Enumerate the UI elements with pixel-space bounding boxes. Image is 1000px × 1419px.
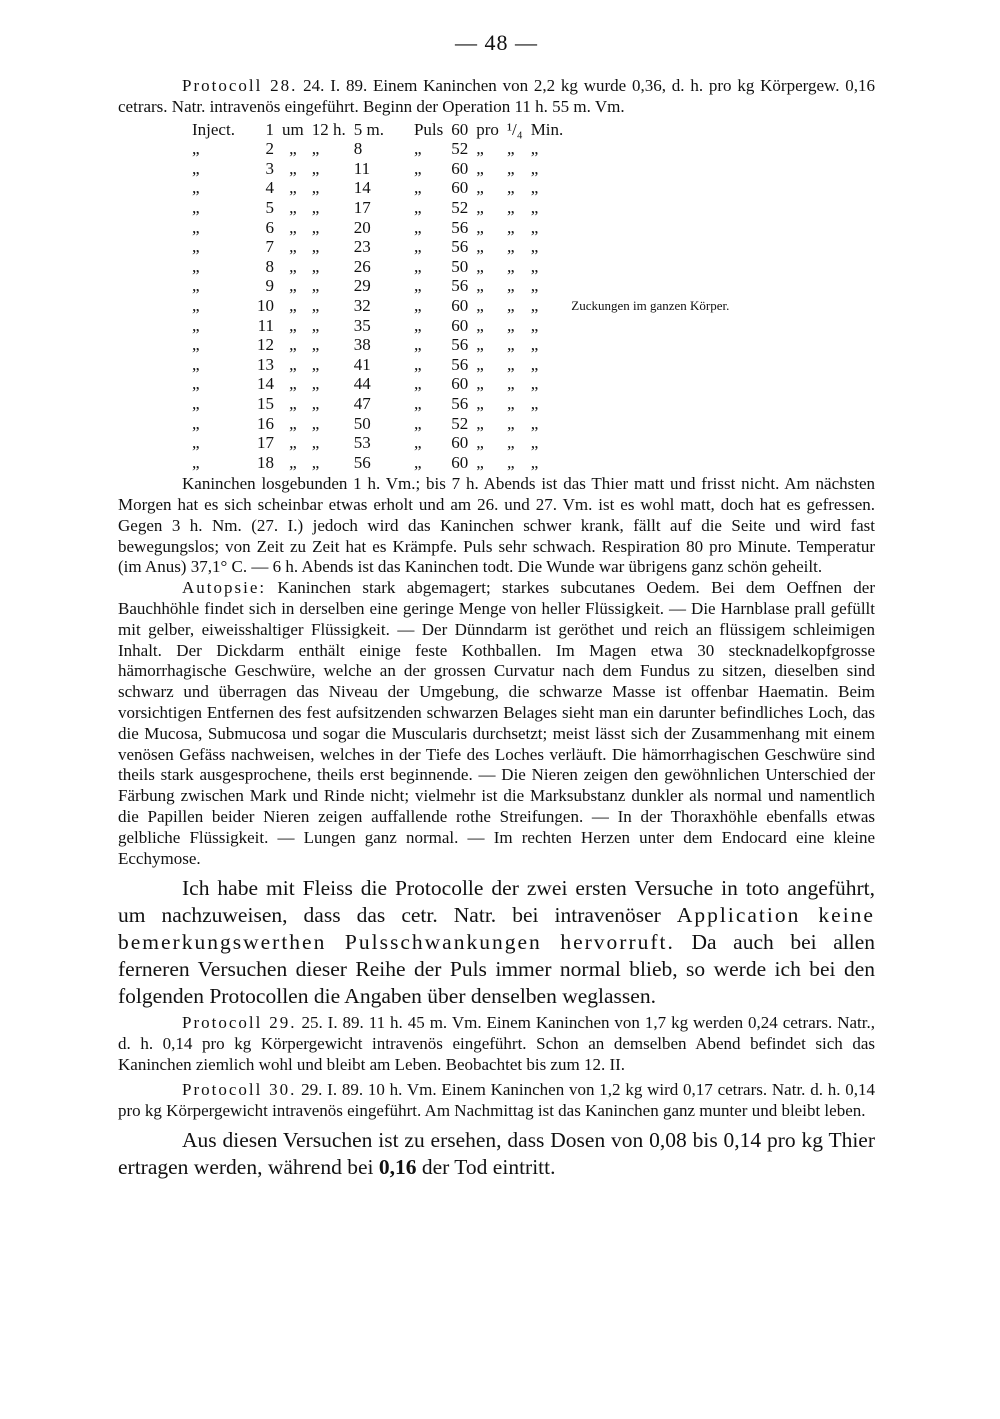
injection-row [188, 374, 733, 394]
injection-row [188, 178, 733, 198]
ditto-mark: „ [476, 393, 484, 413]
ditto-mark: „ [530, 335, 539, 355]
ditto-mark: „ [192, 295, 200, 315]
ditto-mark: „ [289, 237, 297, 257]
ditto-mark: „ [476, 452, 484, 472]
summary-paragraph-2 [118, 1127, 875, 1181]
inject-label: Inject. [192, 119, 235, 139]
ditto-mark: „ [413, 354, 422, 374]
protocol-28-paragraph [118, 76, 875, 118]
ditto-mark: „ [192, 393, 200, 413]
ditto-mark: „ [192, 413, 200, 433]
ditto-mark: „ [506, 217, 515, 237]
pulse-value: 56 [451, 354, 469, 374]
ditto-mark: „ [413, 335, 422, 355]
injection-row [188, 237, 733, 257]
ditto-mark: „ [192, 354, 200, 374]
ditto-mark: „ [289, 393, 297, 413]
ditto-mark: „ [476, 335, 484, 355]
ditto-mark: „ [476, 237, 484, 257]
ditto-mark: „ [311, 335, 320, 355]
ditto-mark: „ [506, 256, 515, 276]
injection-number: 9 [265, 276, 274, 296]
ditto-mark: „ [413, 315, 422, 335]
pulse-value: 56 [451, 237, 469, 257]
ditto-mark: „ [311, 295, 320, 315]
summary-2-bold-dose: 0,16 [378, 1155, 417, 1180]
injection-number: 3 [265, 158, 274, 178]
inject-number: 1 [265, 119, 274, 139]
minute-value: 50 [353, 413, 371, 433]
ditto-mark: „ [476, 315, 484, 335]
protocol-29-text: 25. I. 89. 11 h. 45 m. Vm. Einem Kaninchen von 1,7 kg werden 0,24 cetrars. Natr., d. h. 0,14 pro kg Körpergewicht intravenös eingeführt. Schon an demselben Abend befindet sich das Kaninchen ziemlich wohl und bleibt am Leben. Beobachtet bis zum 12. II. [118, 1013, 875, 1074]
injection-row [188, 453, 733, 473]
ditto-mark: „ [311, 354, 320, 374]
ditto-mark: „ [476, 413, 484, 433]
ditto-mark: „ [289, 256, 297, 276]
autopsie-text: Kaninchen stark abgemagert; starkes subcutanes Oedem. Bei dem Oeffnen der Bauchhöhle findet sich in derselben eine geringe Menge von heller Flüssigkeit. — Die Harnblase prall gefüllt mit gelber, eiweisshaltiger Flüssigkeit. — Der Dünndarm ist geröthet und reich an flüssigem schleimigen Inhalt. Der Dickdarm enthält einige feste Kothballen. Im Magen etwa 30 stecknadelkopfgrosse hämorrhagische Geschwüre, welche an der grossen Curvatur nach dem Fundus zu sitzen, dieselben sind schwarz und überragen das Niveau der Umgebung, die schwarze Masse ist offenbar Haematin. Beim vorsichtigen Entfernen des fest aufsitzenden schwarzen Belages sieht man ein darunter befindliches Loch, das die Mucosa, Submucosa und sogar die Muscularis durchsetzt; meist lässt sich der Zusammenhang mit einem venösen Gefäss nachweisen, welches in der Tiefe des Loches verläuft. Die hämorrhagischen Geschwüre sind theils stark ausgesprochene, theils erst beginnende. — Die Nieren zeigen den gewöhnlichen Unterschied der Färbung zwischen Mark und Rinde nicht; vielmehr ist die Marksubstanz dunkler als normal und namentlich die Papillen beider Nieren zeigen auffallende rothe Streifungen. — In der Thoraxhöhle ebenfalls etwas gelbliche Flüssigkeit. — Lungen ganz normal. — Im rechten Herzen unter dem Endocard eine kleine Ecchymose. [118, 578, 875, 868]
ditto-mark: „ [506, 276, 515, 296]
ditto-mark: „ [530, 354, 539, 374]
pulse-value: 60 [451, 178, 469, 198]
injection-number: 13 [257, 354, 274, 374]
ditto-mark: „ [413, 237, 422, 257]
ditto-mark: „ [476, 374, 484, 394]
autopsie-paragraph [118, 578, 875, 869]
pulse-value: 50 [451, 256, 469, 276]
protocol-28-heading: Protocoll 28. [182, 76, 298, 95]
ditto-mark: „ [413, 452, 422, 472]
ditto-mark: „ [506, 237, 515, 257]
ditto-mark: „ [311, 158, 320, 178]
ditto-mark: „ [413, 433, 422, 453]
pulse-value: 60 [451, 158, 469, 178]
ditto-mark: „ [311, 256, 320, 276]
um-label: um [282, 119, 304, 139]
protocol-30-paragraph [118, 1080, 875, 1122]
hour-label: 12 h. [311, 119, 346, 139]
minute-value: 26 [353, 256, 371, 276]
ditto-mark: „ [530, 413, 539, 433]
summary-2-text-a: Aus diesen Versuchen ist zu ersehen, dass Dosen von 0,08 bis 0,14 pro kg Thier ertragen werden, während bei [118, 1128, 875, 1180]
ditto-mark: „ [311, 452, 320, 472]
ditto-mark: „ [413, 217, 422, 237]
injection-row [188, 433, 733, 453]
ditto-mark: „ [530, 158, 539, 178]
injection-number: 10 [257, 295, 274, 315]
ditto-mark: „ [192, 276, 200, 296]
ditto-mark: „ [192, 452, 200, 472]
ditto-mark: „ [476, 197, 484, 217]
pulse-value: 60 [451, 374, 469, 394]
protocol-29-heading: Protocoll 29. [182, 1013, 297, 1033]
document-page [118, 30, 875, 1181]
ditto-mark: „ [413, 276, 422, 296]
pulse-value: 56 [451, 335, 469, 355]
ditto-mark: „ [289, 452, 297, 472]
ditto-mark: „ [289, 413, 297, 433]
ditto-mark: „ [530, 452, 539, 472]
ditto-mark: „ [289, 197, 297, 217]
injection-row [188, 139, 733, 159]
ditto-mark: „ [530, 374, 539, 394]
ditto-mark: „ [476, 276, 484, 296]
ditto-mark: „ [192, 374, 200, 394]
ditto-mark: „ [506, 158, 515, 178]
ditto-mark: „ [506, 393, 515, 413]
row-note: Zuckungen im ganzen Körper. [571, 297, 730, 313]
pulse-value: 52 [451, 139, 469, 159]
ditto-mark: „ [530, 295, 539, 315]
minute-value: 20 [353, 217, 371, 237]
injection-row [188, 159, 733, 179]
minute-value: 32 [353, 295, 371, 315]
fraction-label: ¹/₄ [506, 119, 523, 139]
injection-number: 5 [265, 197, 274, 217]
ditto-mark: „ [192, 256, 200, 276]
ditto-mark: „ [530, 217, 539, 237]
ditto-mark: „ [289, 178, 297, 198]
ditto-mark: „ [530, 178, 539, 198]
ditto-mark: „ [530, 393, 539, 413]
minute-value: 14 [353, 178, 371, 198]
ditto-mark: „ [413, 413, 422, 433]
protocol-30-heading: Protocoll 30. [182, 1079, 297, 1099]
ditto-mark: „ [311, 276, 320, 296]
ditto-mark: „ [413, 374, 422, 394]
minute-value: 41 [353, 354, 371, 374]
ditto-mark: „ [311, 413, 320, 433]
protocol-30-text: 29. I. 89. 10 h. Vm. Einem Kaninchen von 1,2 kg wird 0,17 cetrars. Natr. d. h. 0,14 pro kg Körpergewicht intravenös eingeführt. Am Nachmittag ist das Kaninchen ganz munter und bleibt leben. [118, 1079, 876, 1120]
pulse-value: 60 [451, 119, 469, 139]
injection-number: 11 [257, 315, 274, 335]
ditto-mark: „ [413, 178, 422, 198]
post-table-paragraph [118, 474, 875, 578]
minute-value: 38 [353, 335, 371, 355]
pulse-value: 60 [451, 315, 469, 335]
ditto-mark: „ [506, 413, 515, 433]
injection-row [188, 276, 733, 296]
ditto-mark: „ [506, 315, 515, 335]
injection-row [188, 335, 733, 355]
ditto-mark: „ [413, 197, 422, 217]
pulse-value: 52 [451, 197, 469, 217]
summary-1-emphasis: Application keine bemerkungswerthen Pulsschwankungen hervorruft. [118, 903, 875, 955]
injection-number: 4 [265, 178, 274, 198]
minute-value: 8 [353, 139, 363, 159]
pro-label: pro [476, 119, 499, 139]
minute-value: 56 [353, 452, 371, 472]
pulse-value: 56 [451, 276, 469, 296]
summary-1-text-a: Ich habe mit Fleiss die Protocolle der zwei ersten Versuche in toto angeführt, um nachzuweisen, dass das cetr. Natr. bei intravenöser [118, 876, 875, 928]
ditto-mark: „ [413, 256, 422, 276]
page-number: — 48 — [455, 30, 538, 55]
minute-value: 29 [353, 276, 371, 296]
minute-value: 23 [353, 237, 371, 257]
ditto-mark: „ [413, 295, 422, 315]
ditto-mark: „ [506, 354, 515, 374]
pulse-value: 56 [451, 393, 469, 413]
ditto-mark: „ [289, 295, 297, 315]
ditto-mark: „ [506, 433, 515, 453]
injection-table-header-row [188, 120, 733, 140]
ditto-mark: „ [476, 217, 484, 237]
ditto-mark: „ [530, 237, 539, 257]
ditto-mark: „ [506, 335, 515, 355]
ditto-mark: „ [192, 315, 200, 335]
ditto-mark: „ [506, 452, 515, 472]
pulse-value: 60 [451, 433, 469, 453]
ditto-mark: „ [506, 178, 515, 198]
ditto-mark: „ [311, 139, 320, 159]
injection-row [188, 316, 733, 336]
ditto-mark: „ [530, 433, 539, 453]
ditto-mark: „ [289, 354, 297, 374]
injection-row [188, 355, 733, 375]
injection-number: 16 [257, 413, 274, 433]
protocol-28-text: 24. I. 89. Einem Kaninchen von 2,2 kg wurde 0,36, d. h. pro kg Körpergew. 0,16 cetrars. Natr. intravenös eingeführt. Beginn der Operation 11 h. 55 m. Vm. [118, 76, 875, 116]
pulse-value: 60 [451, 452, 469, 472]
ditto-mark: „ [289, 217, 297, 237]
injection-row [188, 218, 733, 238]
minute-value: 17 [353, 197, 371, 217]
pulse-value: 60 [451, 295, 469, 315]
minute-label: 5 m. [353, 119, 384, 139]
injection-number: 2 [265, 139, 274, 159]
injection-row [188, 257, 733, 277]
injection-number: 7 [265, 237, 274, 257]
ditto-mark: „ [311, 178, 320, 198]
ditto-mark: „ [311, 237, 320, 257]
injection-number: 15 [257, 393, 274, 413]
ditto-mark: „ [506, 197, 515, 217]
ditto-mark: „ [192, 158, 200, 178]
ditto-mark: „ [476, 295, 484, 315]
injection-table [188, 120, 733, 473]
ditto-mark: „ [476, 354, 484, 374]
ditto-mark: „ [311, 217, 320, 237]
pulse-value: 56 [451, 217, 469, 237]
post-table-text: Kaninchen losgebunden 1 h. Vm.; bis 7 h. Abends ist das Thier matt und frisst nicht. Am nächsten Morgen hat es sich scheinbar etwas erholt und am 26. und 27. Vm. ist es wohl matt, doch hat es gefressen. Gegen 3 h. Nm. (27. I.) jedoch wird das Kaninchen schwer krank, fällt auf die Seite und wird fast bewegungslos; von Zeit zu Zeit hat es Krämpfe. Puls sehr schwach. Respiration 80 pro Minute. Temperatur (im Anus) 37,1° C. — 6 h. Abends ist das Kaninchen todt. Die Wunde war übrigens ganz schön geheilt. [118, 474, 875, 577]
ditto-mark: „ [476, 178, 484, 198]
ditto-mark: „ [289, 374, 297, 394]
minute-value: 53 [353, 433, 371, 453]
ditto-mark: „ [476, 433, 484, 453]
ditto-mark: „ [192, 217, 200, 237]
minute-value: 47 [353, 393, 371, 413]
injection-number: 8 [265, 256, 274, 276]
ditto-mark: „ [311, 433, 320, 453]
ditto-mark: „ [506, 295, 515, 315]
ditto-mark: „ [192, 197, 200, 217]
ditto-mark: „ [289, 315, 297, 335]
ditto-mark: „ [530, 139, 539, 159]
summary-1-text-c: Da auch bei allen ferneren Versuchen dieser Reihe der Puls immer normal blieb, so werde ich bei den folgenden Protocollen die Angaben über denselben weglassen. [118, 930, 875, 1008]
ditto-mark: „ [476, 139, 484, 159]
ditto-mark: „ [289, 276, 297, 296]
ditto-mark: „ [413, 139, 422, 159]
ditto-mark: „ [530, 256, 539, 276]
puls-label: Puls [413, 119, 444, 139]
ditto-mark: „ [413, 393, 422, 413]
autopsie-label: Autopsie: [182, 578, 267, 598]
injection-row [188, 296, 733, 316]
ditto-mark: „ [192, 335, 200, 355]
ditto-mark: „ [506, 139, 515, 159]
ditto-mark: „ [192, 237, 200, 257]
injection-number: 18 [257, 452, 274, 472]
injection-number: 14 [257, 374, 274, 394]
pulse-value: 52 [451, 413, 469, 433]
injection-number: 17 [257, 433, 274, 453]
ditto-mark: „ [311, 393, 320, 413]
ditto-mark: „ [530, 315, 539, 335]
ditto-mark: „ [311, 374, 320, 394]
minute-value: 44 [353, 374, 371, 394]
injection-number: 12 [257, 335, 274, 355]
ditto-mark: „ [311, 197, 320, 217]
summary-2-text-c: der Tod eintritt. [416, 1155, 556, 1180]
ditto-mark: „ [413, 158, 422, 178]
ditto-mark: „ [530, 197, 539, 217]
ditto-mark: „ [289, 433, 297, 453]
injection-number: 6 [265, 217, 274, 237]
injection-row [188, 198, 733, 218]
injection-row [188, 394, 733, 414]
ditto-mark: „ [506, 374, 515, 394]
summary-paragraph-1 [118, 875, 875, 1009]
minute-value: 11 [353, 158, 371, 178]
ditto-mark: „ [289, 335, 297, 355]
ditto-mark: „ [311, 315, 320, 335]
ditto-mark: „ [530, 276, 539, 296]
ditto-mark: „ [289, 158, 297, 178]
ditto-mark: „ [476, 158, 484, 178]
injection-row [188, 414, 733, 434]
minute-value: 35 [353, 315, 371, 335]
unit-label: Min. [530, 119, 564, 139]
ditto-mark: „ [192, 433, 200, 453]
ditto-mark: „ [192, 139, 200, 159]
ditto-mark: „ [289, 139, 297, 159]
ditto-mark: „ [192, 178, 200, 198]
protocol-29-paragraph [118, 1013, 875, 1075]
ditto-mark: „ [476, 256, 484, 276]
